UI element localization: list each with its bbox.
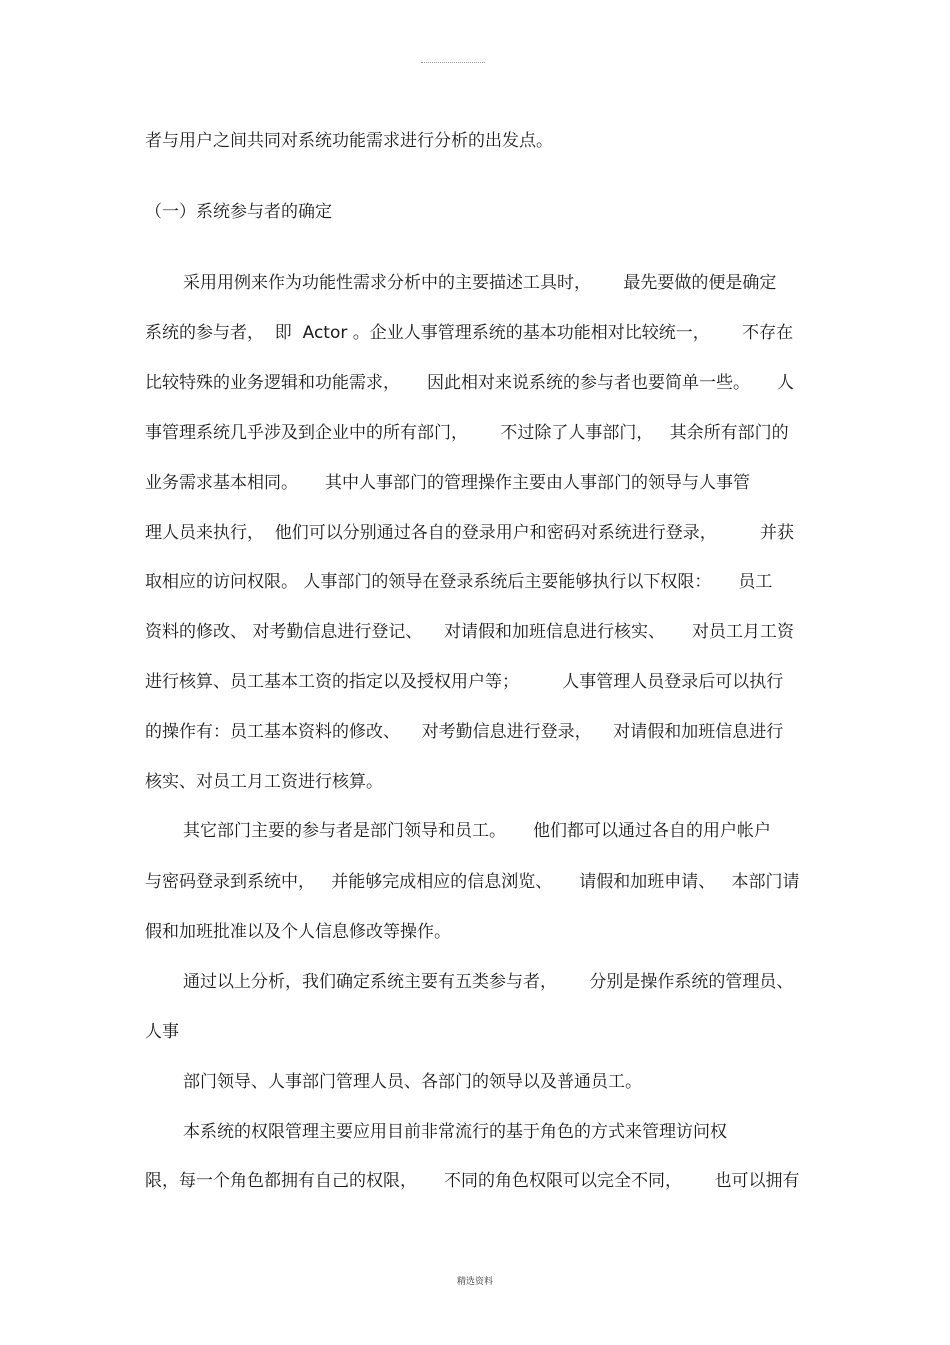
text-line: 核实、对员工月工资进行核算。 [145,772,383,792]
text-line: 与密码登录到系统中， 并能够完成相应的信息浏览、 请假和加班申请、 本部门请 [145,872,800,892]
text-line: 通过以上分析，我们确定系统主要有五类参与者， 分别是操作系统的管理员、 [183,972,794,992]
section-heading: （一）系统参与者的确定 [145,202,332,222]
header-rule [421,62,485,63]
text-line: 采用用例来作为功能性需求分析中的主要描述工具时， 最先要做的便是确定 [183,273,777,293]
text-line: 比较特殊的业务逻辑和功能需求， 因此相对来说系统的参与者也要简单一些。 人 [145,373,795,393]
text-line: 部门领导、人事部门管理人员、各部门的领导以及普通员工。 [183,1072,642,1092]
text-line: 者与用户之间共同对系统功能需求进行分析的出发点。 [145,131,553,151]
text-line: 限，每一个角色都拥有自己的权限， 不同的角色权限可以完全不同， 也可以拥有 [145,1171,800,1191]
text-line: 事管理系统几乎涉及到企业中的所有部门， 不过除了人事部门， 其余所有部门的 [145,423,789,443]
text-line: 取相应的访问权限。 人事部门的领导在登录系统后主要能够执行以下权限： 员工 [145,572,773,592]
text-line: 资料的修改、 对考勤信息进行登记、 对请假和加班信息进行核实、 对员工月工资 [145,622,795,642]
text-line: 本系统的权限管理主要应用目前非常流行的基于角色的方式来管理访问权 [183,1122,727,1142]
text-line: 系统的参与者， 即 Actor 。企业人事管理系统的基本功能相对比较统一， 不存在 [145,323,794,343]
page-footer: 精选资料 [456,1277,493,1287]
text-line: 进行核算、员工基本工资的指定以及授权用户等； 人事管理人员登录后可以执行 [145,672,784,692]
text-line: 假和加班批准以及个人信息修改等操作。 [145,922,451,942]
text-line: 其它部门主要的参与者是部门领导和员工。 他们都可以通过各自的用户帐户 [183,821,772,841]
text-line: 理人员来执行， 他们可以分别通过各自的登录用户和密码对系统进行登录， 并获 [145,523,795,543]
text-line: 的操作有：员工基本资料的修改、 对考勤信息进行登录， 对请假和加班信息进行 [145,722,784,742]
text-line: 人事 [145,1022,179,1042]
text-line: 业务需求基本相同。 其中人事部门的管理操作主要由人事部门的领导与人事管 [145,473,751,493]
